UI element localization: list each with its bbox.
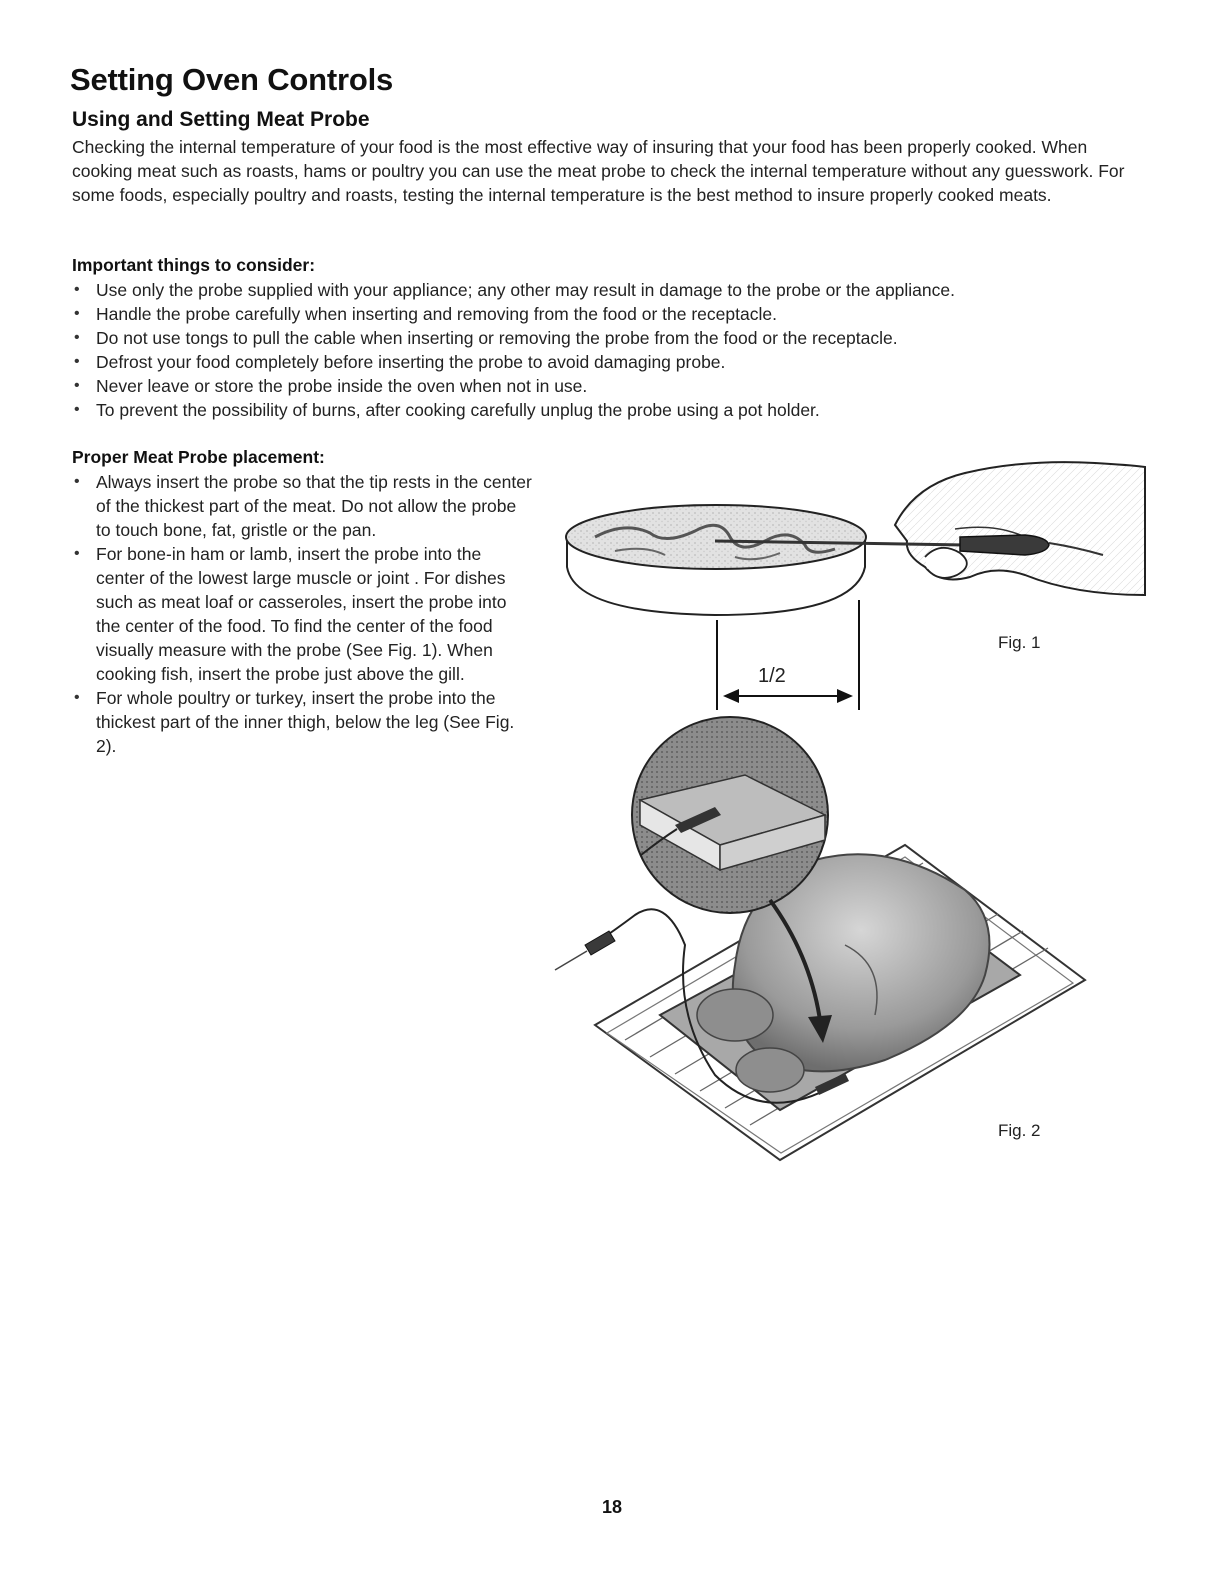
measure-indicator: [717, 600, 859, 710]
section-title: Using and Setting Meat Probe: [72, 108, 370, 131]
intro-paragraph: Checking the internal temperature of your food is the most effective way of insuring that your food has been properly cooked. When cooking meat such as roasts, hams or poultry you can use the meat probe to check the internal temperature without any guesswork. For some foods, especially poultry and roasts, testing the internal temperature is the best method to insure properly cooked meats.: [72, 137, 1125, 205]
list-item: • Handle the probe carefully when inserting and removing from the food or the receptacle.: [72, 302, 1172, 326]
fig2-poultry-probe-illustration: [545, 715, 1105, 1175]
roast-illustration: [566, 505, 866, 615]
fig1-caption: Fig. 1: [998, 633, 1041, 652]
page-title: Setting Oven Controls: [70, 62, 394, 97]
zoom-detail-illustration: [632, 717, 828, 913]
list-item: • For bone-in ham or lamb, insert the probe into the center of the lowest large muscle or joint . For dishes such as meat loaf or casseroles, insert the probe into the center of the food. To find the center of the food visually measure with the probe (See Fig. 1). When cooking fish, insert the probe just above the gill.: [72, 542, 532, 686]
list-item: • Do not use tongs to pull the cable when inserting or removing the probe from the food or the receptacle.: [72, 326, 1172, 350]
list-item: • Defrost your food completely before inserting the probe to avoid damaging probe.: [72, 350, 1172, 374]
fig1-probe-measure-illustration: [555, 445, 1155, 715]
hand-illustration: [895, 462, 1145, 595]
consider-list: [72, 278, 1172, 422]
placement-heading: Proper Meat Probe placement:: [72, 447, 325, 467]
placement-list: [72, 470, 532, 758]
list-item: • For whole poultry or turkey, insert the probe into the thickest part of the inner thigh, below the leg (See Fig. 2).: [72, 686, 532, 758]
fig1-measure-label: 1/2: [758, 665, 786, 687]
page-number: 18: [601, 1497, 623, 1517]
fig2-caption: Fig. 2: [998, 1121, 1041, 1140]
consider-heading: Important things to consider:: [72, 255, 316, 275]
list-item: • Use only the probe supplied with your appliance; any other may result in damage to the probe or the appliance.: [72, 278, 1172, 302]
list-item: • Never leave or store the probe inside the oven when not in use.: [72, 374, 1172, 398]
list-item: • Always insert the probe so that the tip rests in the center of the thickest part of the meat. Do not allow the probe to touch bone, fat, gristle or the pan.: [72, 470, 532, 542]
list-item: • To prevent the possibility of burns, after cooking carefully unplug the probe using a pot holder.: [72, 398, 1172, 422]
